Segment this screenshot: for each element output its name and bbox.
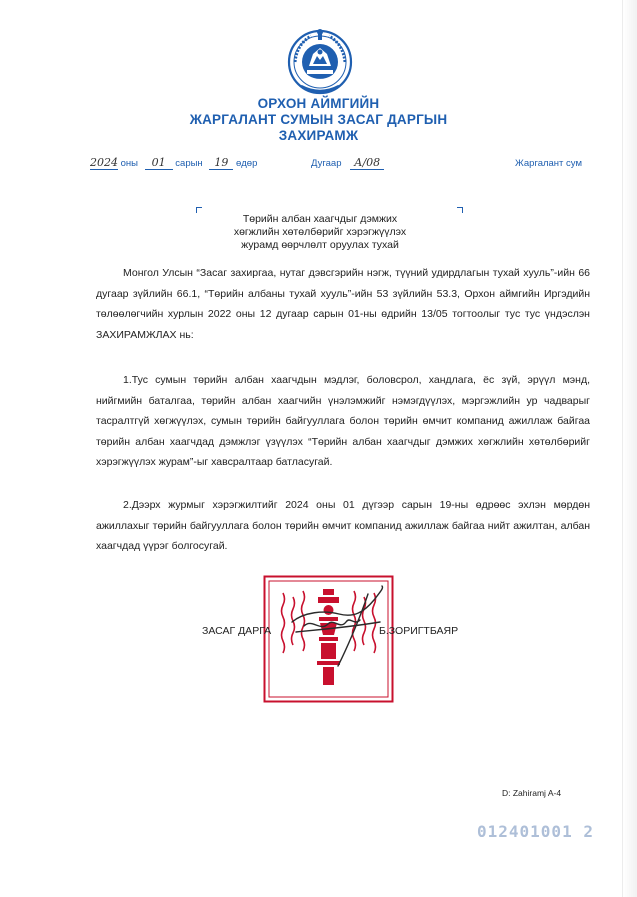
date-day-suffix: өдөр bbox=[235, 158, 258, 169]
header-decree: ЗАХИРАМЖ bbox=[278, 128, 359, 143]
date-day: 19 bbox=[209, 156, 233, 170]
date-month: 01 bbox=[145, 156, 173, 170]
date-year-suffix: оны bbox=[120, 158, 138, 169]
intro-paragraph: Монгол Улсын “Засаг захиргаа, нутаг дэвсгэрийн нэгж, түүний удирдлагын тухай хууль”-ийн 66 дугаар зүйлийн 66.1, “Төрийн албаны тухай хууль”-ийн 53 зүйлийн 53.3, Орхон аймгийн Иргэдийн төлөөлөгчийн хурлын 2022 оны 12 дугаар сарын 01-ны өдрийн 13/05 тогтоолыг тус тус үндэслэн ЗАХИРАМЖЛАХ нь: bbox=[96, 267, 590, 341]
header-soum-governor: ЖАРГАЛАНТ СУМЫН ЗАСАГ ДАРГЫН bbox=[189, 112, 448, 127]
document-code: D: Zahiramj A-4 bbox=[502, 788, 562, 798]
title-line-1: Төрийн албан хаагчдыг дэмжих bbox=[242, 213, 398, 225]
decree-number bbox=[311, 156, 384, 170]
place-name: Жаргалант сум bbox=[515, 158, 582, 169]
decree-date bbox=[90, 156, 257, 170]
title-line-2: хөгжлийн хөтөлбөрийг хэрэгжүүлэх bbox=[233, 226, 407, 238]
header-aimag: ОРХОН АЙМГИЙН bbox=[257, 96, 380, 111]
signatory-name: Б.ЗОРИГТБАЯР bbox=[379, 625, 459, 637]
document-title bbox=[150, 213, 490, 252]
serial-number: 012401001 2 bbox=[477, 822, 594, 841]
date-month-suffix: сарын bbox=[175, 158, 203, 169]
signatory-title: ЗАСАГ ДАРГА bbox=[202, 625, 272, 637]
number-label: Дугаар bbox=[311, 158, 342, 169]
item-1-paragraph: 1.Тус сумын төрийн албан хаагчдын мэдлэг, боловсрол, хандлага, ёс зүй, эрүүл мэнд, нийгмийн баталгаа, төрийн албан хаагчийн үнэлэмжийг нэмэгдүүлэх, мэргэжлийн ур чадварыг тасралтгүй хөгжүүлэх, сумын төрийн байгууллага болон төрийн өмчит компанид ажиллаж байгаа төрийн албан хаагчдад дэмжлэг үзүүлэх “Төрийн албан хаагчдыг дэмжих хөгжлийн хөтөлбөрийг хэрэгжүүлэх журам”-ыг хавсралтаар батласугай. bbox=[96, 374, 590, 468]
state-emblem-icon bbox=[287, 26, 353, 96]
item-2-paragraph: 2.Дээрх журмыг хэрэгжилтийг 2024 оны 01 дүгээр сарын 19-ны өдрөөс эхлэн мөрдөн ажиллахыг төрийн байгууллага болон төрийн өмчит компанид ажиллаж байгаа нийт ажилтан, албан хаагчдад үүрэг болгосугай. bbox=[96, 499, 590, 552]
title-line-3: журамд өөрчлөлт оруулах тухай bbox=[241, 239, 399, 251]
number-value: А/08 bbox=[350, 156, 384, 170]
handwritten-signature bbox=[284, 582, 392, 670]
date-year: 2024 bbox=[90, 156, 118, 169]
